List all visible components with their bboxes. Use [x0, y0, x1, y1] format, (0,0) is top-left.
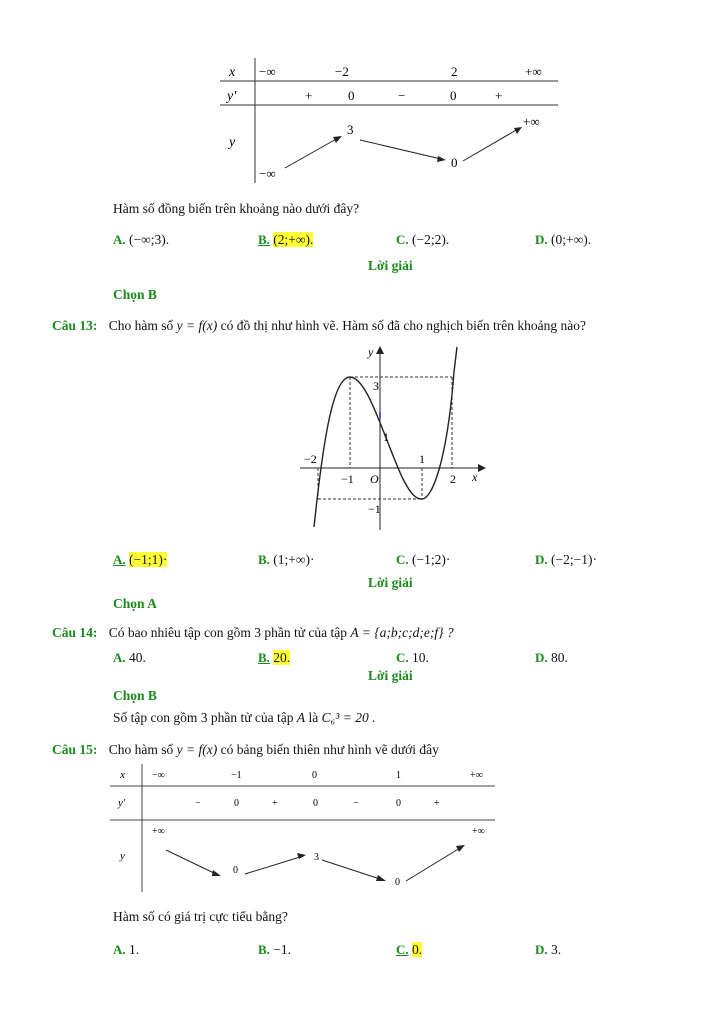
q13-solution-title: Lời giải	[368, 575, 413, 590]
option-label: B.	[258, 232, 270, 247]
option-label: C.	[396, 552, 409, 567]
table1-x-value: −∞	[259, 64, 276, 79]
table1-x-label: x	[229, 65, 236, 80]
q12-option-d[interactable]	[535, 232, 591, 248]
q12-option-c[interactable]	[396, 232, 449, 248]
explanation-formula: C₆³ = 20 .	[321, 710, 376, 725]
table1-y-label: y	[229, 135, 236, 150]
explanation-text: Số tập con gồm 3 phần tử của tập	[113, 710, 294, 725]
q15-header	[52, 742, 439, 758]
option-label: A.	[113, 552, 126, 567]
option-value: (−1;2)·	[412, 552, 451, 567]
option-value-highlighted: (−1;1)·	[129, 552, 168, 567]
q14-option-b[interactable]	[258, 650, 290, 666]
q15-option-c[interactable]	[396, 942, 422, 958]
q13-option-b[interactable]	[258, 552, 315, 568]
table2-y-value: 0	[395, 877, 400, 888]
q12-answer: Chọn B	[113, 287, 157, 302]
table2-yp-label: y'	[118, 797, 126, 809]
option-label: C.	[396, 650, 409, 665]
option-label: C.	[396, 232, 409, 247]
option-value: −1.	[273, 942, 292, 957]
question-set: A = {a;b;c;d;e;f} ?	[350, 625, 454, 640]
q15-option-a[interactable]	[113, 942, 139, 958]
option-value: 3.	[551, 942, 562, 957]
table1-y-value: 0	[451, 155, 458, 170]
option-value: 80.	[551, 650, 568, 665]
table1-sign: 0	[348, 88, 355, 103]
table2-sign: +	[434, 798, 440, 809]
q14-header	[52, 625, 454, 641]
table2-y-value: +∞	[152, 826, 165, 837]
graph-label: −1	[341, 472, 354, 486]
q14-solution-title: Lời giải	[368, 668, 413, 683]
q13-header	[52, 318, 586, 334]
table1-sign: +	[495, 88, 503, 103]
q15-option-d[interactable]	[535, 942, 561, 958]
question-text: Có bao nhiêu tập con gồm 3 phần tử của tập	[108, 625, 348, 640]
question-text: Cho hàm số	[108, 742, 174, 757]
function-graph	[292, 342, 492, 532]
question-formula: y = f(x)	[176, 318, 218, 333]
option-value-highlighted: (2;+∞).	[273, 232, 314, 247]
q12-option-a[interactable]	[113, 232, 169, 248]
q13-option-d[interactable]	[535, 552, 597, 568]
option-label: D.	[535, 552, 548, 567]
table2-x-label: x	[120, 769, 125, 781]
axis-x-label: x	[472, 470, 478, 484]
question-number: Câu 13:	[52, 318, 98, 333]
table1-y-value: +∞	[523, 114, 540, 129]
question-number: Câu 15:	[52, 742, 98, 757]
q12-question: Hàm số đồng biến trên khoảng nào dưới đây?	[113, 201, 360, 216]
table2-sign: −	[195, 798, 201, 809]
q15-option-b[interactable]	[258, 942, 291, 958]
option-label: C.	[396, 942, 409, 957]
table2-x-value: 0	[312, 770, 317, 781]
option-label: A.	[113, 232, 126, 247]
graph-label: −1	[368, 502, 381, 516]
table1-yp-label: y'	[227, 89, 237, 104]
table2-y-value: 0	[233, 865, 238, 876]
table1-y-value: −∞	[259, 166, 276, 181]
graph-label: 1	[383, 430, 389, 444]
option-label: B.	[258, 552, 270, 567]
table2-x-value: −1	[231, 770, 242, 781]
table2-y-label: y	[120, 850, 125, 862]
graph-label: 1	[419, 452, 425, 466]
question-text: có đồ thị như hình vẽ. Hàm số đã cho nghịch biến trên khoảng nào?	[220, 318, 586, 333]
graph-label: −2	[304, 452, 317, 466]
table2-x-value: 1	[396, 770, 401, 781]
q13-option-a[interactable]	[113, 552, 167, 568]
q14-explanation	[113, 710, 376, 726]
axis-y-label: y	[368, 345, 374, 359]
variation-table-2	[110, 764, 500, 894]
question-number: Câu 14:	[52, 625, 98, 640]
table2-sign: +	[272, 798, 278, 809]
q13-answer: Chọn A	[113, 596, 157, 611]
option-value: 40.	[129, 650, 146, 665]
q12-solution-title: Lời giải	[368, 258, 413, 273]
table1-x-value: −2	[335, 64, 349, 79]
explanation-var: A	[296, 710, 306, 725]
table1-sign: 0	[450, 88, 457, 103]
option-value: 10.	[412, 650, 429, 665]
table2-sign: 0	[396, 798, 401, 809]
table1-sign: −	[398, 88, 406, 103]
graph-label: 2	[450, 472, 456, 486]
q14-option-c[interactable]	[396, 650, 429, 666]
option-value: (−2;2).	[412, 232, 450, 247]
table2-y-value: +∞	[472, 826, 485, 837]
table2-sign: 0	[313, 798, 318, 809]
q14-option-a[interactable]	[113, 650, 146, 666]
table2-sign: −	[353, 798, 359, 809]
option-value: (−2;−1)·	[551, 552, 597, 567]
table2-x-value: +∞	[470, 770, 483, 781]
option-label: D.	[535, 232, 548, 247]
q15-question: Hàm số có giá trị cực tiểu bằng?	[113, 909, 288, 924]
option-label: A.	[113, 942, 126, 957]
table1-y-value: 3	[347, 122, 354, 137]
q14-answer: Chọn B	[113, 688, 157, 703]
table1-x-value: +∞	[525, 64, 542, 79]
question-text: có bảng biến thiên như hình vẽ dưới đây	[220, 742, 439, 757]
option-label: D.	[535, 942, 548, 957]
table1-sign: +	[305, 88, 313, 103]
option-label: D.	[535, 650, 548, 665]
option-label: B.	[258, 942, 270, 957]
graph-label: 3	[373, 379, 379, 393]
option-value: (0;+∞).	[551, 232, 592, 247]
question-formula: y = f(x)	[176, 742, 218, 757]
q12-option-b[interactable]	[258, 232, 313, 248]
q14-option-d[interactable]	[535, 650, 568, 666]
q13-option-c[interactable]	[396, 552, 450, 568]
option-label: A.	[113, 650, 126, 665]
option-value: 1.	[129, 942, 140, 957]
option-label: B.	[258, 650, 270, 665]
explanation-text: là	[308, 710, 319, 725]
option-value-highlighted: 0.	[412, 942, 423, 957]
variation-table-1	[215, 58, 565, 188]
option-value: (1;+∞)·	[273, 552, 315, 567]
option-value-highlighted: 20.	[273, 650, 291, 665]
table2-sign: 0	[234, 798, 239, 809]
table2-x-value: −∞	[152, 770, 165, 781]
origin-label: O	[370, 472, 379, 486]
option-value: (−∞;3).	[129, 232, 170, 247]
table1-x-value: 2	[451, 64, 458, 79]
question-text: Cho hàm số	[108, 318, 174, 333]
table2-y-value: 3	[314, 852, 319, 863]
